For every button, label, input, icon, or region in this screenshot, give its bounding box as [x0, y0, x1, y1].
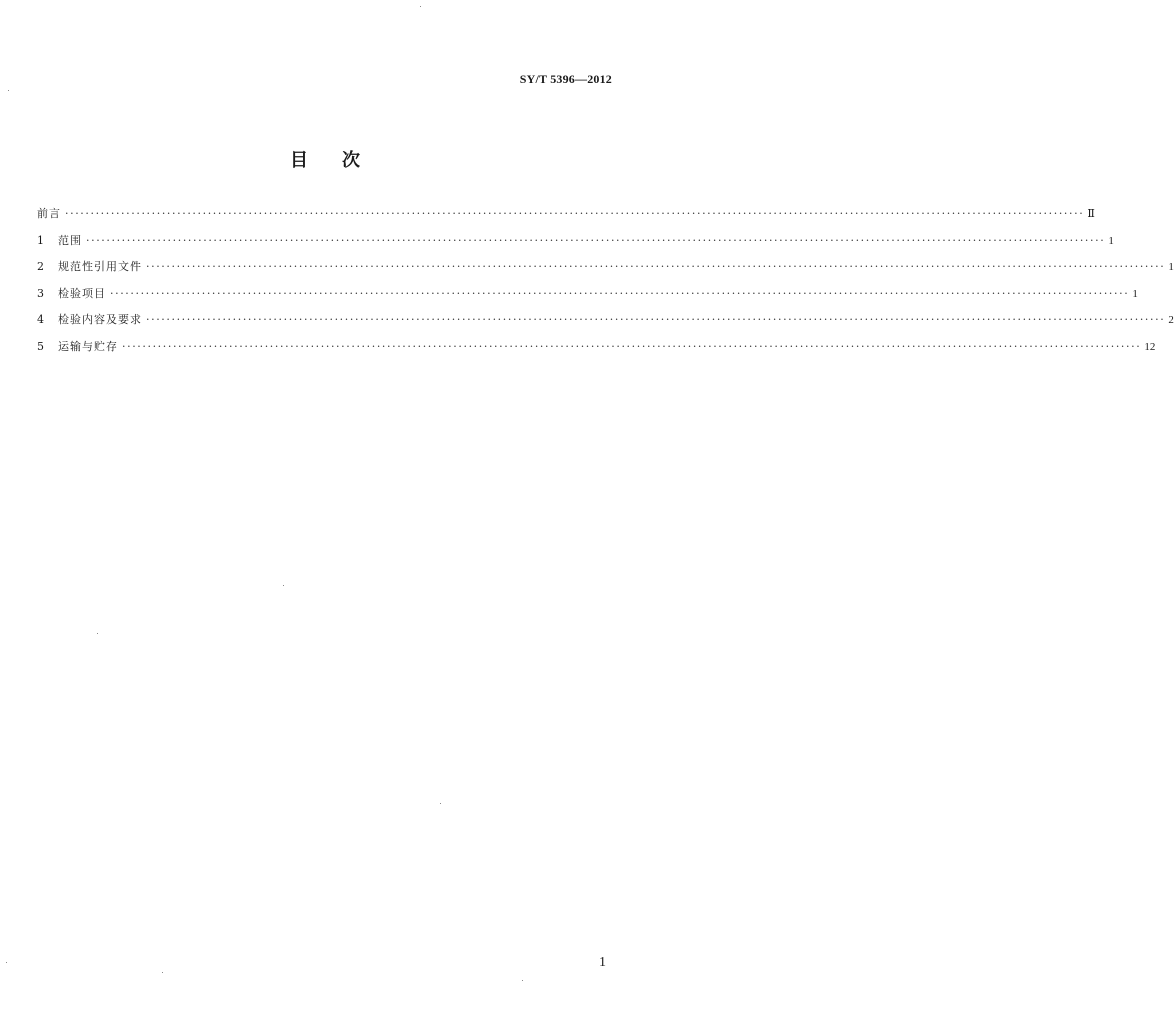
toc-entry-label: 检验项目: [58, 286, 106, 300]
toc-entry-page: 12: [1144, 340, 1156, 353]
dot-leader: ········································································································································································································: [122, 339, 1142, 353]
toc-entry-label: 运输与贮存: [58, 339, 118, 353]
toc-entry-transport-storage[interactable]: [37, 338, 1156, 365]
page-title: 目次: [290, 150, 394, 171]
toc-entry-page: 1: [1168, 261, 1174, 273]
toc-entry-number: 2: [37, 260, 44, 273]
dot-leader: ········································································································································································································: [110, 286, 1130, 300]
toc-entry-foreword[interactable]: [37, 205, 1095, 232]
toc-entry-scope[interactable]: [37, 232, 1114, 259]
toc-entry-number: 1: [37, 233, 44, 247]
toc-entry-normative-references[interactable]: [37, 258, 1174, 285]
scan-speck: [6, 962, 7, 963]
toc-entry-label: 前言: [37, 207, 61, 220]
scan-speck: [8, 90, 9, 91]
toc-entry-page: Ⅱ: [1087, 208, 1095, 220]
toc-entry-number: 5: [37, 339, 44, 353]
toc-entry-number: 3: [37, 286, 44, 300]
standard-number: SY/T 5396—2012: [519, 72, 612, 86]
toc-entry-inspection-items[interactable]: [37, 285, 1138, 312]
scan-speck: [97, 633, 98, 634]
toc-entry-page: 2: [1168, 314, 1174, 326]
dot-leader: ········································································································································································································: [65, 207, 1085, 220]
page-number: 1: [599, 955, 606, 970]
toc-entry-page: 1: [1132, 287, 1138, 300]
toc-entry-number: 4: [37, 313, 44, 326]
dot-leader: ········································································································································································································: [86, 233, 1106, 247]
dot-leader: ········································································································································································································: [146, 260, 1166, 273]
scan-speck: [522, 980, 523, 981]
toc-entry-label: 检验内容及要求: [58, 313, 142, 326]
dot-leader: ········································································································································································································: [146, 313, 1166, 326]
scan-speck: [440, 803, 441, 804]
toc-entry-label: 范围: [58, 233, 82, 247]
toc-entry-label: 规范性引用文件: [58, 260, 142, 273]
scan-speck: [420, 6, 421, 7]
scan-speck: [283, 585, 284, 586]
table-of-contents: [37, 205, 1174, 364]
toc-entry-inspection-content[interactable]: [37, 311, 1174, 338]
scan-speck: [162, 972, 163, 973]
toc-entry-page: 1: [1108, 234, 1114, 247]
